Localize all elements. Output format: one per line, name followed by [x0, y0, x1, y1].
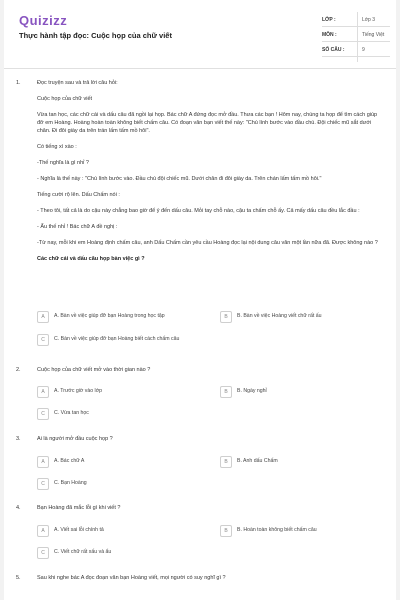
option-label: C. Viết chữ rất xấu và ẩu: [54, 549, 112, 555]
option-letter-box: A: [37, 525, 49, 537]
question-text: Cuộc họp của chữ viết mở vào thời gian nào ?: [37, 367, 151, 373]
option-letter-box: C: [37, 547, 49, 559]
option-letter-box: A: [37, 456, 49, 468]
question-text: Sau khi nghe bác A đọc đoạn văn bạn Hoàng viết, mọi người có suy nghĩ gì ?: [37, 575, 226, 581]
question-prompt: Đọc truyện sau và trả lời câu hỏi:: [37, 80, 118, 86]
quizizz-logo: Quizizz: [19, 13, 68, 28]
meta-subject-value: Tiếng Việt: [362, 32, 385, 38]
option-letter-box: A: [37, 311, 49, 323]
question-text: Các chữ cái và dấu câu họp bàn việc gì ?: [37, 255, 145, 262]
option-letter-box: B: [220, 456, 232, 468]
option-label: B. Ngày nghỉ: [237, 388, 267, 394]
option-label: C. Vừa tan học: [54, 410, 89, 416]
option-letter-box: B: [220, 386, 232, 398]
question-number: 3.: [16, 436, 21, 442]
option-label: A. Viết sai lỗi chính tả: [54, 527, 104, 533]
meta-divider-line: [322, 41, 390, 42]
meta-count-value: 9: [362, 47, 365, 53]
meta-class-key: LỚP :: [322, 17, 336, 23]
story-paragraph: Vừa tan học, các chữ cái và dấu câu đã ngồi lại họp. Bác chữ A đứng đọc mở đầu. Thưa các bạn ! Hôm nay, chúng ta họp để tìm cách giúp đỡ em Hoàng. Hoàng hoàn toàn không biết chấm câu. Có đoạn văn bạn viết thế này: "Chú lính bước vào đầu chú. Đội chiếc mũ sắt dưới chân. Đi đôi giày da trên trán lấm tấm mồ hôi".: [37, 111, 378, 134]
worksheet-header: [4, 0, 396, 69]
option-label: A. Trước giờ vào lớp: [54, 388, 102, 394]
story-paragraph: - Theo tôi, tất cả là do cậu này chẳng bao giờ để ý đến dấu câu. Mỏi tay chỗ nào, cậu ta chấm chỗ ấy. Cả mấy dấu câu đều lắc đầu :: [37, 207, 360, 214]
option-letter-box: B: [220, 311, 232, 323]
option-letter-box: C: [37, 408, 49, 420]
option-label: C. Bàn về việc giúp đỡ bạn Hoàng biết cách chấm câu: [54, 336, 180, 342]
story-paragraph: -Thế nghĩa là gì nhỉ ?: [37, 159, 89, 166]
option-label: B. Hoàn toàn không biết chấm câu: [237, 527, 317, 533]
story-paragraph: - Ấu thế nhỉ ! Bác chữ A đề nghị :: [37, 223, 118, 230]
question-body: [37, 80, 382, 272]
question-number: 1.: [16, 80, 21, 86]
question-text: Ai là người mở đầu cuộc họp ?: [37, 436, 113, 442]
meta-class-value: Lớp 3: [362, 17, 376, 23]
meta-divider-line: [322, 56, 390, 57]
question-number: 4.: [16, 505, 21, 511]
option-label: A. Bàn về việc giúp đỡ bạn Hoàng trong học tập: [54, 313, 165, 319]
meta-subject-key: MÔN :: [322, 32, 337, 38]
story-title: Cuộc họp của chữ viết: [37, 95, 93, 102]
story-paragraph: Tiếng cười rộ lên. Dấu Chấm nói :: [37, 191, 120, 198]
question-number: 5.: [16, 575, 21, 581]
meta-divider-line: [322, 26, 390, 27]
story-paragraph: -Từ nay, mỗi khi em Hoàng định chấm câu, anh Dấu Chấm cần yêu cầu Hoàng đọc lại nội dung câu văn một lần nữa đã. Được không nào ?: [37, 239, 378, 246]
option-letter-box: A: [37, 386, 49, 398]
option-label: A. Bác chữ A: [54, 458, 85, 464]
question-text: Bạn Hoàng đã mắc lỗi gì khi viết ?: [37, 505, 121, 511]
option-letter-box: C: [37, 334, 49, 346]
story-paragraph: Có tiếng xì xào :: [37, 143, 77, 150]
story-paragraph: - Nghĩa là thế này : "Chú lính bước vào. Đầu chú đội chiếc mũ. Dưới chân đi đôi giày da. Trên chán lấm tấm mồ hôi.": [37, 175, 322, 182]
option-letter-box: B: [220, 525, 232, 537]
worksheet-page: [4, 0, 396, 600]
option-label: C. Bạn Hoàng: [54, 480, 87, 486]
worksheet-title: Thực hành tập đọc: Cuộc họp của chữ viết: [19, 31, 172, 40]
option-label: B. Bàn về việc Hoàng viết chữ rất ấu: [237, 313, 322, 319]
meta-count-key: SỐ CÂU :: [322, 47, 345, 53]
option-label: B. Anh dấu Chấm: [237, 458, 278, 464]
question-number: 2.: [16, 367, 21, 373]
option-letter-box: C: [37, 478, 49, 490]
